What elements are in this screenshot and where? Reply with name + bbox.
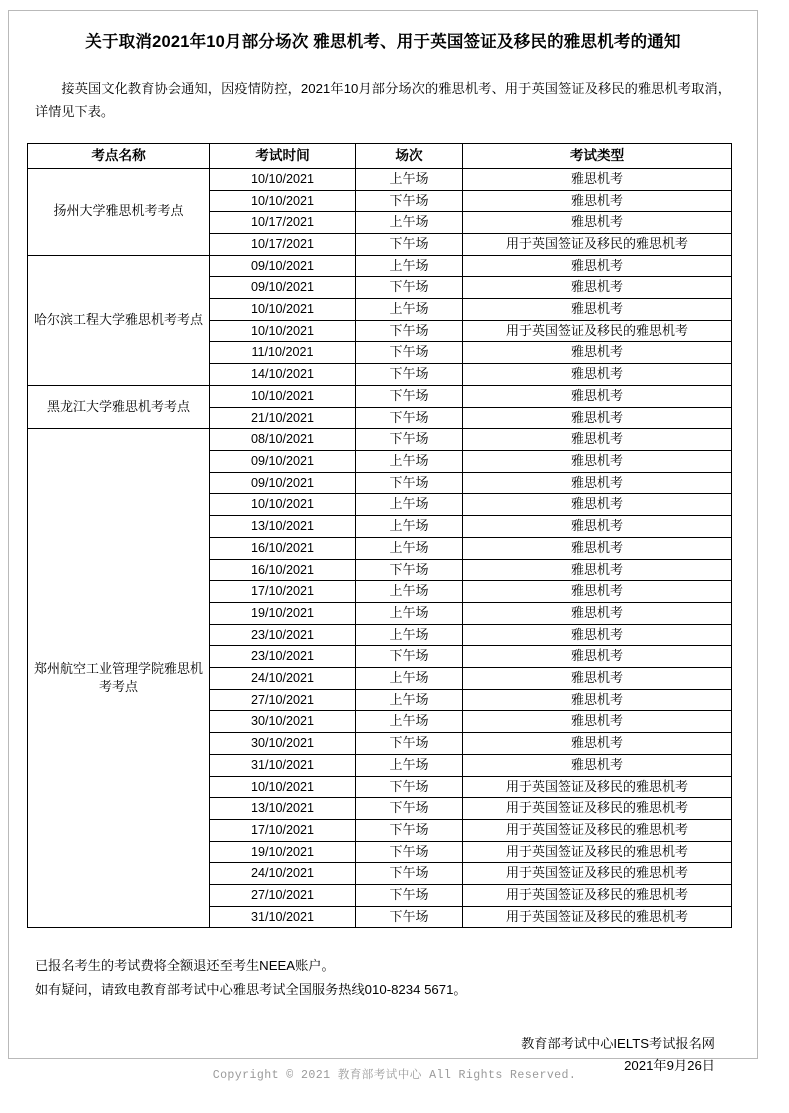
cell-exam-type: 用于英国签证及移民的雅思机考 (463, 819, 732, 841)
cell-session: 下午场 (356, 277, 463, 299)
cell-session: 下午场 (356, 385, 463, 407)
cell-date: 23/10/2021 (210, 646, 356, 668)
cell-date: 09/10/2021 (210, 450, 356, 472)
cell-session: 下午场 (356, 776, 463, 798)
cell-exam-type: 雅思机考 (463, 689, 732, 711)
cell-exam-type: 用于英国签证及移民的雅思机考 (463, 776, 732, 798)
cell-session: 上午场 (356, 689, 463, 711)
column-header-venue: 考点名称 (28, 143, 210, 168)
cell-exam-type: 雅思机考 (463, 407, 732, 429)
cell-exam-type: 雅思机考 (463, 429, 732, 451)
cell-date: 13/10/2021 (210, 516, 356, 538)
schedule-table-container (27, 143, 731, 929)
cell-exam-type: 雅思机考 (463, 668, 732, 690)
cell-session: 下午场 (356, 559, 463, 581)
cell-session: 下午场 (356, 190, 463, 212)
cell-exam-type: 雅思机考 (463, 212, 732, 234)
cell-session: 下午场 (356, 472, 463, 494)
cell-date: 31/10/2021 (210, 754, 356, 776)
cell-exam-type: 雅思机考 (463, 472, 732, 494)
cell-exam-type: 用于英国签证及移民的雅思机考 (463, 798, 732, 820)
cell-session: 上午场 (356, 581, 463, 603)
cell-date: 31/10/2021 (210, 906, 356, 928)
cell-session: 上午场 (356, 255, 463, 277)
cell-date: 09/10/2021 (210, 277, 356, 299)
cell-session: 上午场 (356, 212, 463, 234)
cell-exam-type: 用于英国签证及移民的雅思机考 (463, 841, 732, 863)
column-header-date: 考试时间 (210, 143, 356, 168)
cell-venue: 郑州航空工业管理学院雅思机考考点 (28, 429, 210, 928)
cell-session: 下午场 (356, 841, 463, 863)
cell-date: 13/10/2021 (210, 798, 356, 820)
cell-exam-type: 雅思机考 (463, 624, 732, 646)
column-header-type: 考试类型 (463, 143, 732, 168)
cell-date: 21/10/2021 (210, 407, 356, 429)
cell-session: 下午场 (356, 233, 463, 255)
cell-date: 30/10/2021 (210, 711, 356, 733)
cell-session: 上午场 (356, 668, 463, 690)
cell-exam-type: 用于英国签证及移民的雅思机考 (463, 320, 732, 342)
cell-date: 19/10/2021 (210, 841, 356, 863)
cell-date: 30/10/2021 (210, 733, 356, 755)
cell-session: 上午场 (356, 299, 463, 321)
cell-exam-type: 雅思机考 (463, 559, 732, 581)
table-header (28, 143, 732, 168)
cell-exam-type: 雅思机考 (463, 537, 732, 559)
cancelled-sessions-table (27, 143, 732, 929)
cell-exam-type: 雅思机考 (463, 364, 732, 386)
cell-date: 10/10/2021 (210, 168, 356, 190)
table-header-row (28, 143, 732, 168)
cell-date: 17/10/2021 (210, 581, 356, 603)
cell-session: 上午场 (356, 754, 463, 776)
cell-session: 下午场 (356, 407, 463, 429)
cell-session: 下午场 (356, 906, 463, 928)
cell-session: 下午场 (356, 798, 463, 820)
signature-date: 2021年9月26日 (624, 1057, 715, 1073)
cell-session: 上午场 (356, 537, 463, 559)
cell-exam-type: 用于英国签证及移民的雅思机考 (463, 233, 732, 255)
table-body (28, 168, 732, 928)
cell-date: 10/17/2021 (210, 212, 356, 234)
cell-exam-type: 雅思机考 (463, 168, 732, 190)
cell-date: 10/10/2021 (210, 494, 356, 516)
cell-exam-type: 雅思机考 (463, 190, 732, 212)
notice-page (8, 10, 758, 1073)
cell-venue: 黑龙江大学雅思机考考点 (28, 385, 210, 428)
cell-exam-type: 雅思机考 (463, 255, 732, 277)
cell-venue: 扬州大学雅思机考考点 (28, 168, 210, 255)
cell-session: 上午场 (356, 494, 463, 516)
cell-date: 11/10/2021 (210, 342, 356, 364)
cell-session: 下午场 (356, 819, 463, 841)
cell-date: 10/17/2021 (210, 233, 356, 255)
cell-session: 上午场 (356, 516, 463, 538)
cell-exam-type: 雅思机考 (463, 342, 732, 364)
cell-date: 09/10/2021 (210, 255, 356, 277)
post-table-notes (35, 954, 757, 1001)
cell-exam-type: 雅思机考 (463, 516, 732, 538)
cell-exam-type: 雅思机考 (463, 299, 732, 321)
cell-exam-type: 雅思机考 (463, 602, 732, 624)
page-title: 关于取消2021年10月部分场次 雅思机考、用于英国签证及移民的雅思机考的通知 (85, 33, 681, 51)
cell-date: 24/10/2021 (210, 668, 356, 690)
cell-exam-type: 雅思机考 (463, 277, 732, 299)
cell-session: 下午场 (356, 364, 463, 386)
table-row (28, 168, 732, 190)
cell-session: 上午场 (356, 624, 463, 646)
cell-session: 下午场 (356, 646, 463, 668)
refund-note: 已报名考生的考试费将全额退还至考生NEEA账户。 (35, 958, 335, 974)
cell-session: 上午场 (356, 602, 463, 624)
copyright-footer: Copyright © 2021 教育部考试中心 All Rights Reserved. (212, 1069, 577, 1082)
table-row (28, 429, 732, 451)
cell-date: 10/10/2021 (210, 776, 356, 798)
table-row (28, 385, 732, 407)
column-header-session: 场次 (356, 143, 463, 168)
cell-session: 下午场 (356, 733, 463, 755)
cell-date: 16/10/2021 (210, 537, 356, 559)
cell-session: 上午场 (356, 450, 463, 472)
cell-session: 下午场 (356, 320, 463, 342)
cell-date: 24/10/2021 (210, 863, 356, 885)
cell-exam-type: 雅思机考 (463, 754, 732, 776)
cell-session: 上午场 (356, 711, 463, 733)
cell-exam-type: 雅思机考 (463, 646, 732, 668)
cell-date: 10/10/2021 (210, 299, 356, 321)
cell-date: 08/10/2021 (210, 429, 356, 451)
cell-date: 14/10/2021 (210, 364, 356, 386)
intro-paragraph: 接英国文化教育协会通知，因疫情防控，2021年10月部分场次的雅思机考、用于英国签证及移民的雅思机考取消，详情见下表。 (35, 81, 731, 120)
cell-session: 下午场 (356, 342, 463, 364)
cell-exam-type: 用于英国签证及移民的雅思机考 (463, 906, 732, 928)
cell-venue: 哈尔滨工程大学雅思机考考点 (28, 255, 210, 385)
cell-date: 10/10/2021 (210, 190, 356, 212)
cell-exam-type: 用于英国签证及移民的雅思机考 (463, 863, 732, 885)
cell-session: 下午场 (356, 429, 463, 451)
cell-date: 16/10/2021 (210, 559, 356, 581)
cell-exam-type: 雅思机考 (463, 494, 732, 516)
cell-date: 19/10/2021 (210, 602, 356, 624)
cell-session: 下午场 (356, 885, 463, 907)
cell-exam-type: 用于英国签证及移民的雅思机考 (463, 885, 732, 907)
cell-date: 10/10/2021 (210, 320, 356, 342)
cell-session: 下午场 (356, 863, 463, 885)
signature-organization: 教育部考试中心IELTS考试报名网 (521, 1036, 715, 1052)
cell-exam-type: 雅思机考 (463, 385, 732, 407)
hotline-note: 如有疑问，请致电教育部考试中心雅思考试全国服务热线010-8234 5671。 (35, 981, 467, 997)
cell-date: 27/10/2021 (210, 885, 356, 907)
cell-exam-type: 雅思机考 (463, 711, 732, 733)
cell-date: 23/10/2021 (210, 624, 356, 646)
cell-date: 10/10/2021 (210, 385, 356, 407)
cell-exam-type: 雅思机考 (463, 733, 732, 755)
cell-exam-type: 雅思机考 (463, 581, 732, 603)
cell-session: 上午场 (356, 168, 463, 190)
cell-exam-type: 雅思机考 (463, 450, 732, 472)
table-row (28, 255, 732, 277)
cell-date: 09/10/2021 (210, 472, 356, 494)
cell-date: 27/10/2021 (210, 689, 356, 711)
cell-date: 17/10/2021 (210, 819, 356, 841)
